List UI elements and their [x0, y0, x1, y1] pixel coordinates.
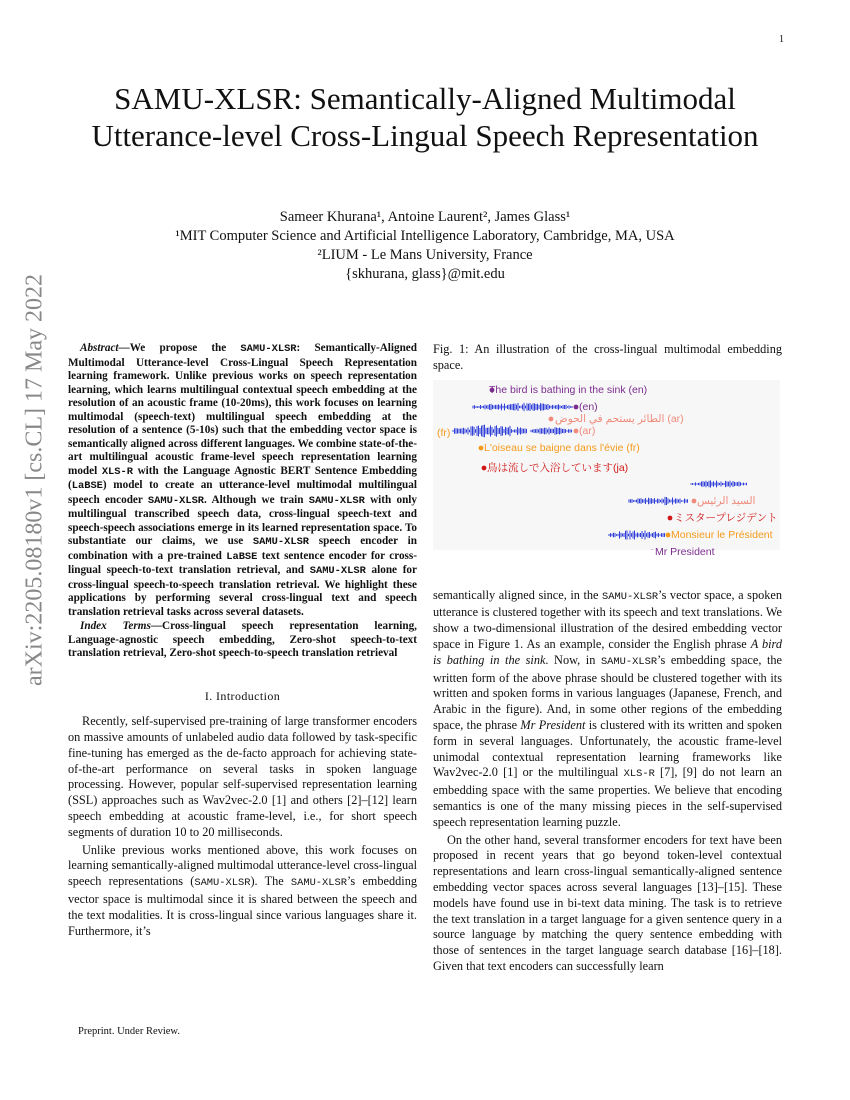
label-wave-fr: (fr)	[437, 426, 451, 439]
model-name: SAMU-XLSR	[602, 590, 659, 603]
dot-bird-ar	[549, 416, 554, 421]
paragraph-text: ’s vector space, a spoken utterance is clustered together with its speech and text translations. We show a two-dimensional illustration of the desired embedding vector space in Figure 1. As an example, consider the English phrase	[433, 587, 782, 651]
dot-pres-ar	[692, 498, 697, 503]
arxiv-sidebar	[20, 274, 50, 686]
model-name: SAMU-XLSR	[194, 877, 251, 890]
paragraph-text: [7], [9] do not learn an embedding space with the same properties. We believe that encoding semantics is one of the many missing pieces in the self-supervised speech representation learning puzzle.	[433, 765, 783, 829]
model-name: SAMU-XLSR	[600, 655, 658, 668]
paper-title: SAMU-XLSR: Semantically-Aligned Multimodal Utterance-level Cross-Lingual Speech Representation	[91, 81, 759, 153]
dot-wave-ar	[574, 428, 579, 433]
dot-bird-fr	[479, 445, 484, 450]
paragraph-text: is clustered with its written and spoken form in several languages. Unfortunately, the acoustic frame-level unimodal contextual representation learning frameworks like Wav2vec-2.0 [1] or the multilingual	[433, 717, 782, 780]
dot-bird-ja	[482, 465, 487, 470]
paragraph-text: ’s embedding space, the written form of the above phrase should be clustered together with its written and spoken forms in various languages (Japanese, French, and Arabic in the figure). And, in some other regions of the embedding space, the phrase	[433, 652, 782, 732]
preprint-footer: Preprint. Under Review.	[78, 1026, 180, 1037]
model-name: SAMU-XLSR	[147, 494, 205, 507]
embedding-space-figure	[433, 380, 780, 558]
model-name: SAMU-XLSR	[308, 494, 365, 507]
abstract-text: : Semantically-Aligned Multimodal Utterance-level Cross-Lingual Speech Representation learning framework. Unlike previous works on speech representation learning, which learns multilingual contextual speech embedding at the resolution of an acoustic frame (10-20ms), this work focuses on learning multimodal (speech-text) multilingual speech embedding at the resolution of a sentence (5-10s) such that the embedding vector space is semantically aligned across different languages. We combine state-of-the-art multilingual acoustic frame-level speech representation learning model	[68, 342, 417, 477]
label-bird-fr: L'oiseau se baigne dans l'évie (fr)	[484, 441, 640, 454]
figure-caption: Fig. 1: An illustration of the cross-lingual multimodal embedding space.	[433, 342, 782, 372]
label-president-ja: ミスタープレジデント	[674, 511, 778, 524]
author-email: {skhurana, glass}@mit.edu	[345, 266, 505, 282]
abstract-text: . Although we train	[204, 493, 309, 506]
model-name: SAMU-XLSR	[290, 877, 347, 890]
dot-pres-fr	[666, 532, 671, 537]
page-number: 1	[779, 34, 784, 45]
right-column	[433, 342, 782, 975]
abstract-label: Abstract	[80, 342, 119, 354]
dot-wave-en	[574, 404, 579, 409]
introduction-body	[68, 714, 417, 939]
intro-paragraph-2	[68, 843, 417, 940]
abstract-text: —We propose the	[118, 342, 241, 354]
label-president-fr: Monsieur le Président	[671, 528, 773, 541]
paragraph-text: ). The	[250, 874, 291, 889]
label-president-en: Mr President	[655, 545, 715, 558]
model-name: XLS-R	[101, 465, 133, 478]
intro-paragraph-1: Recently, self-supervised pre-training of large transformer encoders on massive amounts of unlabeled audio data followed by task-specific fine-tuning has emerged as the de-facto approach for achieving state-of-the-art performance on several tasks in spoken language processing. However, popular self-supervised representation learning (SSL) approaches such as Wav2vec-2.0 [1] and others [2]–[12] learn speech embedding at acoustic frame-level, i.e., for short speech segments of duration 10 to 20 milliseconds.	[68, 714, 417, 839]
abstract-text: alone for cross-lingual speech-to-speech translation retrieval. We highlight these applications by performing several cross-lingual text and speech translation retrieval tasks across several datasets.	[68, 564, 417, 618]
section-heading-introduction: I. Introduction	[204, 688, 281, 703]
right-body	[433, 588, 782, 975]
label-wave-ar: (ar)	[579, 424, 596, 437]
index-terms-label: Index Terms	[80, 620, 151, 632]
abstract-text: text sentence encoder for cross-lingual speech-to-text translation retrieval, and	[68, 549, 417, 576]
paragraph-text: semantically aligned since, in the	[433, 587, 603, 602]
waveform-pres-2	[629, 496, 688, 504]
paragraph-text: . Now, in	[545, 652, 601, 667]
paragraph-text: Unlike previous works mentioned above, this work focuses on learning semantically-aligned multimodal utterance-level cross-lingual speech representations (	[68, 842, 417, 889]
model-name: SAMU-XLSR	[309, 565, 366, 577]
abstract-text: with the Language Agnostic BERT Sentence Embedding (	[68, 464, 417, 491]
abstract-text: with only multilingual transcribed speech data, cross-lingual speech-text and speech-speech associations emerge in its learned representation space. To substantiate our claims, we use	[68, 493, 418, 547]
index-terms-text: —Cross-lingual speech representation learning, Language-agnostic speech embedding, Zero-shot speech-to-text translation retrieval, Zero-shot speech-to-speech translation retrieval	[68, 620, 417, 659]
waveform-pres-3	[609, 530, 665, 539]
arxiv-identifier: arXiv:2205.08180v1 [cs.CL] 17 May 2022	[21, 274, 48, 686]
author-names: Sameer Khurana¹, Antoine Laurent², James Glass¹	[279, 209, 571, 225]
left-column	[68, 342, 417, 939]
dot-pres-ja	[668, 515, 673, 520]
label-president-ar: السيد الرئيس	[697, 494, 756, 507]
right-paragraph-1	[433, 588, 782, 831]
index-terms	[68, 620, 417, 661]
label-wave-en: (en)	[579, 400, 598, 413]
label-bird-ja: 鳥は流しで入浴しています(ja)	[487, 461, 629, 474]
author-block	[60, 208, 790, 284]
model-name: SAMU-XLSR	[252, 536, 310, 548]
paragraph-text: ’s embedding vector space is multimodal since it is shared between the speech and the text modalities. It is cross-lingual since various languages share it. Furthermore, it’s	[68, 874, 417, 938]
label-bird-ar: الطائر يستحم في الحوض (ar)	[555, 412, 684, 425]
right-paragraph-2: On the other hand, several transformer encoders for text have been proposed in recent years that go beyond token-level contextual representations and learn cross-lingual semantically-aligned sentence embedding vector spaces across several languages [13]–[15]. These models have found use in bi-text data mining. The task is to retrieve the text translation in a target language for a given sentence query in a source language by matching the query sentence embedding with those of sentences in the target language search database [16]–[18]. Given that text encoders can successfully learn	[433, 832, 782, 973]
model-name: XLS-R	[623, 768, 655, 781]
model-name: SAMU-XLSR	[240, 343, 297, 355]
abstract	[68, 342, 417, 619]
waveform-ar	[531, 427, 572, 434]
label-bird-en: The bird is bathing in the sink (en)	[489, 383, 648, 396]
abstract-text: ) model to create an utterance-level multimodal multilingual speech encoder	[68, 479, 417, 506]
waveform-fr	[453, 424, 527, 436]
example-phrase: Mr President	[520, 717, 586, 732]
affiliation-mit: ¹MIT Computer Science and Artificial Intelligence Laboratory, Cambridge, MA, USA	[175, 228, 675, 244]
example-phrase: A bird is bathing in the sink	[433, 636, 783, 667]
abstract-text: speech encoder in combination with a pre-trained	[68, 535, 417, 562]
affiliation-lium: ²LIUM - Le Mans University, France	[317, 247, 533, 263]
waveform-en	[473, 403, 572, 411]
model-name: LaBSE	[226, 550, 258, 563]
waveform-pres-1	[691, 480, 747, 487]
model-name: LaBSE	[71, 480, 103, 492]
